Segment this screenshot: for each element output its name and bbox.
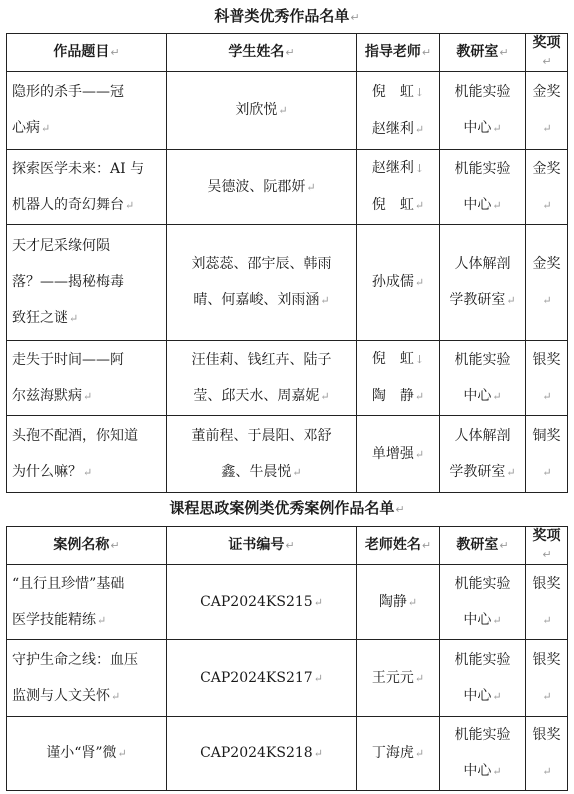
table-row	[7, 225, 568, 341]
certificate-number: CAP2024KS218↵	[167, 717, 357, 791]
table2	[6, 526, 568, 791]
table1-header-award: 奖项↵	[526, 34, 568, 72]
table2-header-row	[7, 527, 568, 565]
award: 金奖↵	[526, 225, 568, 341]
award: 铜奖↵	[526, 416, 568, 493]
table1	[6, 33, 568, 493]
table-row	[7, 150, 568, 225]
case-name: 谨小“肾”微↵	[7, 717, 167, 791]
work-title: 走失于时间——阿 尔兹海默病↵	[7, 341, 167, 416]
student-names: 刘欣悦↵	[167, 72, 357, 150]
work-title: 头孢不配酒，你知道 为什么嘛？↵	[7, 416, 167, 493]
student-names: 吴德波、阮郡妍↵	[167, 150, 357, 225]
work-title: 隐形的杀手——冠 心病↵	[7, 72, 167, 150]
department: 机能实验 中心↵	[440, 341, 526, 416]
table-row	[7, 565, 568, 640]
work-title: 探索医学未来：AI 与 机器人的奇幻舞台↵	[7, 150, 167, 225]
department: 机能实验 中心↵	[440, 640, 526, 717]
award: 金奖↵	[526, 72, 568, 150]
teacher-name: 王元元↵	[357, 640, 440, 717]
department: 机能实验 中心↵	[440, 150, 526, 225]
award: 银奖↵	[526, 565, 568, 640]
student-names: 汪佳莉、钱红卉、陆子 莹、邱天水、周嘉妮↵	[167, 341, 357, 416]
table-row	[7, 341, 568, 416]
table1-header-work: 作品题目↵	[7, 34, 167, 72]
student-names: 董前程、于晨阳、邓舒 鑫、牛晨悦↵	[167, 416, 357, 493]
department: 人体解剖 学教研室↵	[440, 416, 526, 493]
advisor-names: 倪 虹↓ 赵继利↵	[357, 72, 440, 150]
table2-header-case: 案例名称↵	[7, 527, 167, 565]
table2-title-text: 课程思政案例类优秀案例作品名单	[169, 499, 395, 517]
award: 金奖↵	[526, 150, 568, 225]
table2-header-dept: 教研室↵	[440, 527, 526, 565]
teacher-name: 陶静↵	[357, 565, 440, 640]
case-name: 守护生命之线：血压 监测与人文关怀↵	[7, 640, 167, 717]
table-row	[7, 640, 568, 717]
award: 银奖↵	[526, 640, 568, 717]
certificate-number: CAP2024KS215↵	[167, 565, 357, 640]
table2-header-cert: 证书编号↵	[167, 527, 357, 565]
department: 机能实验 中心↵	[440, 717, 526, 791]
table-row	[7, 72, 568, 150]
advisor-names: 倪 虹↓ 陶 静↵	[357, 341, 440, 416]
table-row	[7, 416, 568, 493]
teacher-name: 丁海虎↵	[357, 717, 440, 791]
table1-title: 科普类优秀作品名单↵	[214, 7, 360, 25]
table1-header-advisors: 指导老师↵	[357, 34, 440, 72]
case-name: “且行且珍惜”基础 医学技能精练↵	[7, 565, 167, 640]
department: 机能实验 中心↵	[440, 72, 526, 150]
department: 人体解剖 学教研室↵	[440, 225, 526, 341]
table1-header-row	[7, 34, 568, 72]
award: 银奖↵	[526, 717, 568, 791]
advisor-names: 孙成儒↵	[357, 225, 440, 341]
table-row	[7, 717, 568, 791]
table2-title: 课程思政案例类优秀案例作品名单↵	[169, 499, 405, 517]
award: 银奖↵	[526, 341, 568, 416]
table1-title-text: 科普类优秀作品名单	[214, 7, 350, 25]
department: 机能实验 中心↵	[440, 565, 526, 640]
table1-header-students: 学生姓名↵	[167, 34, 357, 72]
table2-header-teacher: 老师姓名↵	[357, 527, 440, 565]
certificate-number: CAP2024KS217↵	[167, 640, 357, 717]
table1-header-dept: 教研室↵	[440, 34, 526, 72]
student-names: 刘蕊蕊、邵宇辰、韩雨 晴、何嘉峻、刘雨涵↵	[167, 225, 357, 341]
work-title: 天才尼采缘何陨 落？——揭秘梅毒 致狂之谜↵	[7, 225, 167, 341]
table2-header-award: 奖项↵	[526, 527, 568, 565]
advisor-names: 赵继利↓ 倪 虹↵	[357, 150, 440, 225]
advisor-names: 单增强↵	[357, 416, 440, 493]
